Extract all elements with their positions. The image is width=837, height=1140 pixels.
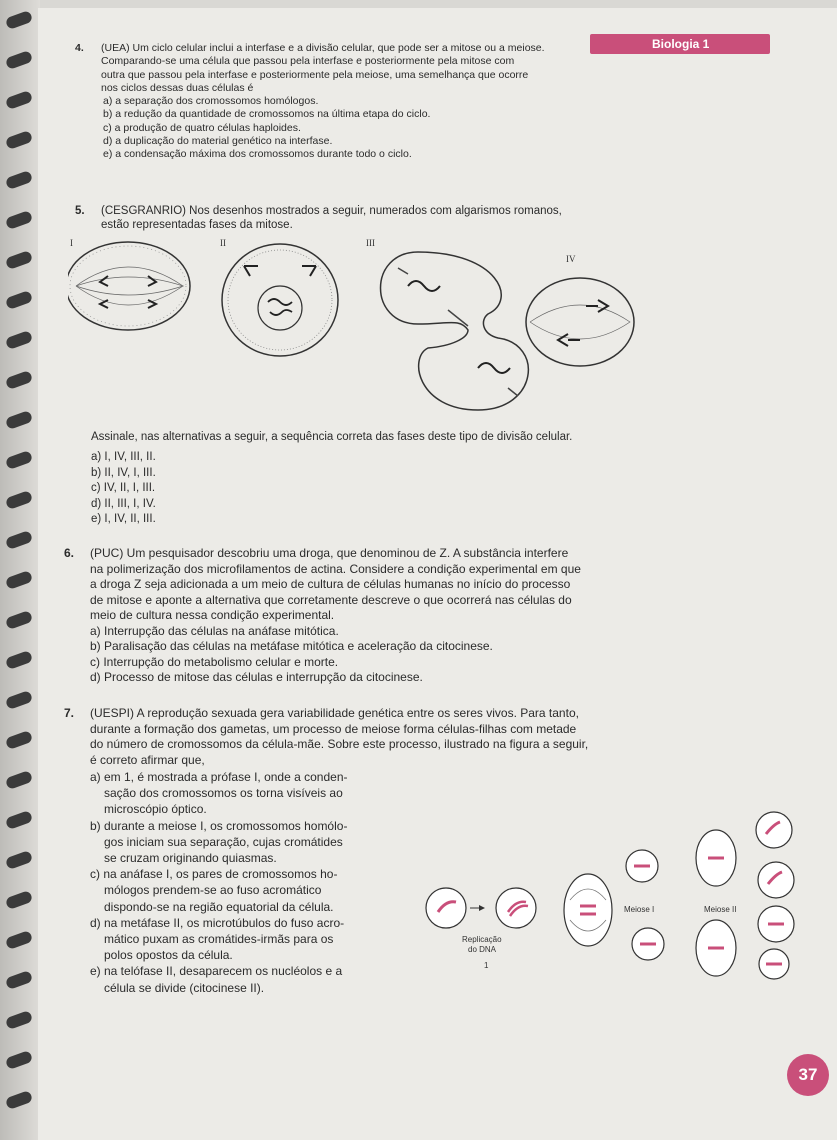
question-7-option-cont: sação dos cromossomos os torna visíveis ao <box>104 786 343 801</box>
binding-ring <box>5 10 34 30</box>
question-4-line: nos ciclos dessas duas células é <box>101 81 254 94</box>
step-label: 1 <box>484 961 489 970</box>
question-7-option-cont: se cruzam originando quiasmas. <box>104 851 277 866</box>
dna-label: do DNA <box>468 945 497 954</box>
question-5-options <box>91 450 156 528</box>
figure-label-iii: III <box>366 238 375 248</box>
question-7-options <box>90 769 347 996</box>
figure-label-i: I <box>70 238 73 248</box>
question-5-prompt: Assinale, nas alternativas a seguir, a sequência correta das fases deste tipo de divisão celular. <box>91 431 573 443</box>
binding-ring <box>5 330 34 350</box>
question-7-option[interactable]: d) na metáfase II, os microtúbulos do fuso acro- <box>90 915 345 930</box>
gamete-cells <box>756 812 794 979</box>
question-6-line: (PUC) Um pesquisador descobriu uma droga, que denominou de Z. A substância interfere <box>90 546 569 560</box>
question-6-line: a droga Z seja adicionada a um meio de cultura de células humanas no início do processo <box>90 577 571 591</box>
question-6-option[interactable]: d) Processo de mitose das células e interrupção da citocinese. <box>90 670 423 684</box>
question-7-option[interactable]: e) na telófase II, desaparecem os nucléolos e a <box>90 964 343 979</box>
binding-ring <box>5 210 34 230</box>
binding-ring <box>5 530 34 550</box>
binding-ring <box>5 490 34 510</box>
question-7-option[interactable]: a) em 1, é mostrada a prófase I, onde a conden- <box>90 770 348 784</box>
binding-ring <box>5 370 34 390</box>
question-7-option-cont: dispondo-se na região equatorial da célula. <box>104 899 334 914</box>
figure-label-iv: IV <box>566 254 576 264</box>
binding-ring <box>5 730 34 750</box>
mitosis-phases-figure <box>68 238 638 416</box>
binding-ring <box>5 1050 34 1070</box>
binding-ring <box>5 130 34 150</box>
daughter-cell-top <box>626 850 658 882</box>
subject-tag: Biologia 1 <box>590 34 770 54</box>
cell-phase-iii <box>366 238 528 410</box>
cell-phase-iv <box>526 254 634 366</box>
question-7-number: 7. <box>64 706 75 720</box>
meiosis-i-label: Meiose I <box>624 905 655 914</box>
question-4-line: outra que passou pela interfase e posteriormente pela meiose, uma semelhança que ocorre <box>101 68 529 81</box>
replication-label: Replicação <box>462 935 502 944</box>
binding-ring <box>5 570 34 590</box>
binding-ring <box>5 250 34 270</box>
question-7 <box>90 706 588 768</box>
binding-ring <box>5 610 34 630</box>
question-6-number: 6. <box>64 546 75 560</box>
question-5-option[interactable]: a) I, IV, III, II. <box>91 451 156 463</box>
question-5-option[interactable]: d) II, III, I, IV. <box>91 497 156 510</box>
binding-ring <box>5 930 34 950</box>
question-6-option[interactable]: b) Paralisação das células na metáfase mitótica e aceleração da citocinese. <box>90 639 493 653</box>
question-4-line: Comparando-se uma célula que passou pela interfase e posteriormente pela mitose com <box>101 55 515 68</box>
question-7-option-cont: mático puxam as cromátides-irmãs para os <box>104 932 334 947</box>
cell-phase-ii <box>220 238 338 356</box>
meiosis-ii-cell-top <box>696 830 736 886</box>
daughter-cell-bottom <box>632 928 664 960</box>
question-7-line: durante a formação dos gametas, um processo de meiose forma células-filhas com metade <box>90 721 577 736</box>
question-6-option[interactable]: c) Interrupção do metabolismo celular e morte. <box>90 654 339 669</box>
binding-ring <box>5 850 34 870</box>
binding-ring <box>5 690 34 710</box>
replicated-cell <box>496 888 536 928</box>
binding-ring <box>5 810 34 830</box>
binding-ring <box>5 970 34 990</box>
question-5-option[interactable]: e) I, IV, II, III. <box>91 513 156 525</box>
binding-ring <box>5 50 34 70</box>
binding-ring <box>5 890 34 910</box>
question-7-option[interactable]: c) na anáfase I, os pares de cromossomos ho- <box>90 867 338 882</box>
question-7-option-cont: polos opostos da célula. <box>104 948 233 963</box>
meiosis-i-cell <box>564 874 612 946</box>
binding-ring <box>5 1090 34 1110</box>
binding-ring <box>5 170 34 190</box>
question-6 <box>90 546 581 686</box>
question-4-line: (UEA) Um ciclo celular inclui a interfase e a divisão celular, que pode ser a mitose ou a meiose. <box>101 42 545 54</box>
meiosis-ii-cell-bottom <box>696 920 736 976</box>
question-7-option-cont: gos iniciam sua separação, cujas cromátides <box>104 834 343 849</box>
question-6-option[interactable]: a) Interrupção das células na anáfase mitótica. <box>90 623 339 638</box>
question-4-option[interactable]: a) a separação dos cromossomos homólogos. <box>103 95 319 108</box>
question-7-line: do número de cromossomos da célula-mãe. Sobre este processo, ilustrado na figura a seguir, <box>90 737 589 751</box>
question-4 <box>101 42 545 162</box>
question-6-line: de mitose e aponte a alternativa que corretamente descreve o que ocorrerá nas células do <box>90 592 572 607</box>
question-5-option[interactable]: c) IV, II, I, III. <box>91 482 156 494</box>
figure-label-ii: II <box>220 238 226 248</box>
question-5-option[interactable]: b) II, IV, I, III. <box>91 466 156 479</box>
question-4-option[interactable]: e) a condensação máxima dos cromossomos durante todo o ciclo. <box>103 148 412 161</box>
question-5-line: estão representadas fases da mitose. <box>101 219 293 231</box>
binding-ring <box>5 1010 34 1030</box>
question-4-option[interactable]: b) a redução da quantidade de cromossomos na última etapa do ciclo. <box>103 108 431 121</box>
question-4-option[interactable]: c) a produção de quatro células haploides. <box>103 121 301 134</box>
question-7-option-cont: microscópio óptico. <box>104 802 207 817</box>
parent-cell <box>426 888 466 928</box>
meiosis-diagram <box>424 808 814 980</box>
question-6-line: meio de cultura nessa condição experimental. <box>90 608 335 622</box>
question-5 <box>101 204 562 232</box>
question-7-line: é correto afirmar que, <box>90 752 205 767</box>
binding-ring <box>5 290 34 310</box>
question-7-line: (UESPI) A reprodução sexuada gera variabilidade genética entre os seres vivos. Para tanto, <box>90 706 579 720</box>
question-7-option[interactable]: b) durante a meiose I, os cromossomos homólo- <box>90 818 348 833</box>
question-6-line: na polimerização dos microfilamentos de actina. Considere a condição experimental em que <box>90 561 581 576</box>
question-4-option[interactable]: d) a duplicação do material genético na interfase. <box>103 135 333 148</box>
binding-ring <box>5 650 34 670</box>
spiral-binding <box>0 0 40 1140</box>
page-number: 37 <box>787 1054 829 1096</box>
binding-ring <box>5 410 34 430</box>
binding-ring <box>5 770 34 790</box>
cell-phase-i <box>68 238 190 330</box>
question-7-option-cont: célula se divide (citocinese II). <box>104 980 265 995</box>
binding-ring <box>5 90 34 110</box>
question-5-line: (CESGRANRIO) Nos desenhos mostrados a seguir, numerados com algarismos romanos, <box>101 205 562 217</box>
question-4-number: 4. <box>75 42 84 54</box>
meiosis-ii-label: Meiose II <box>704 905 737 914</box>
question-7-option-cont: mólogos prendem-se ao fuso acromático <box>104 883 322 898</box>
question-5-number: 5. <box>75 205 85 217</box>
binding-ring <box>5 450 34 470</box>
